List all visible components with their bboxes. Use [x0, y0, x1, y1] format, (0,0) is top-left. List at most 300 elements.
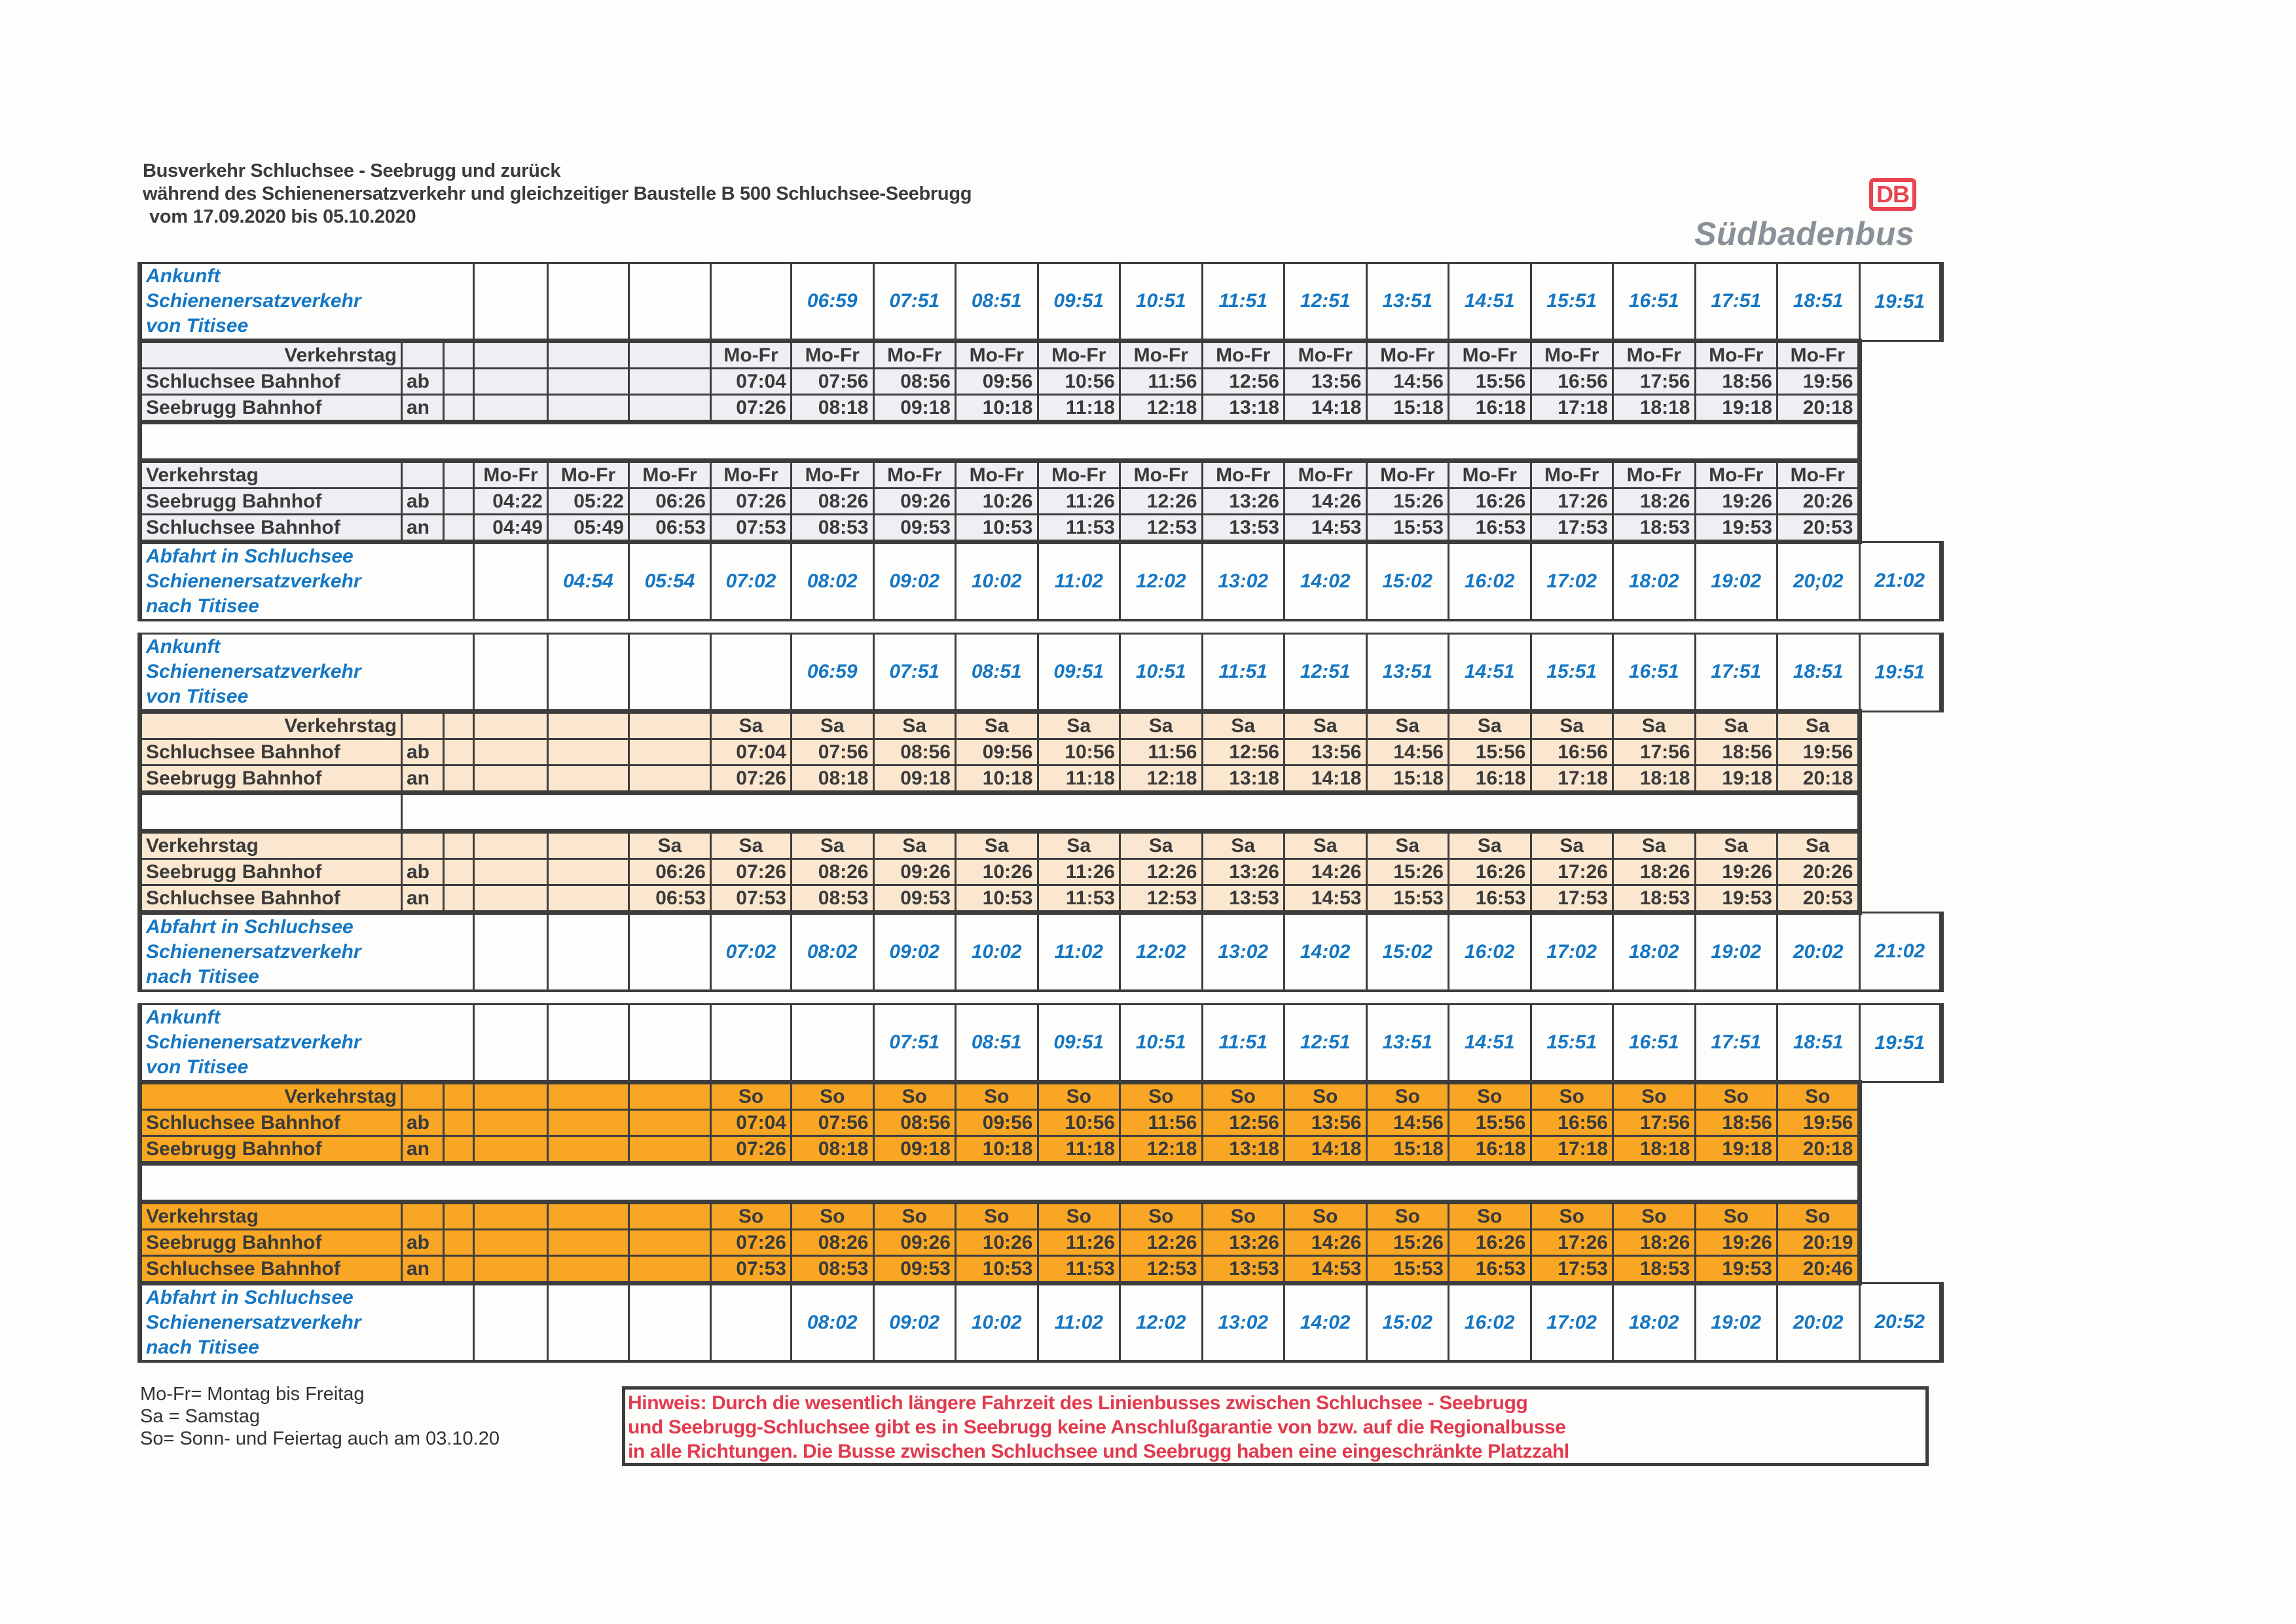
ankunft-label-line: von Titisee: [146, 315, 249, 337]
time-cell: 20:18: [1777, 1136, 1860, 1164]
time-cell: [629, 1230, 711, 1256]
abfahrt-time: 12:02: [1120, 1283, 1203, 1362]
ankunft-time: 08:51: [956, 263, 1038, 341]
station-label: Schluchsee Bahnhof: [140, 885, 402, 913]
time-cell: 13:18: [1202, 395, 1285, 422]
time-cell: 09:18: [873, 1136, 956, 1164]
station-label: Schluchsee Bahnhof: [140, 1110, 402, 1136]
title-line-1: Busverkehr Schluchsee - Seebrugg und zurück: [143, 160, 561, 181]
time-cell: 11:18: [1038, 766, 1120, 793]
verkehrstag-cell: Sa: [873, 832, 956, 859]
verkehrstag-cell: Mo-Fr: [629, 461, 711, 489]
time-cell: 17:56: [1613, 739, 1696, 766]
abfahrt-label: [140, 542, 474, 621]
ankunft-label: [140, 263, 474, 341]
document-header: [143, 160, 972, 229]
abfahrt-time: 12:02: [1120, 542, 1203, 621]
row-ret-seebrugg-ab: [140, 859, 1942, 885]
time-cell: 16:18: [1449, 395, 1531, 422]
time-cell: 19:56: [1777, 369, 1860, 395]
time-cell: 19:53: [1695, 885, 1777, 913]
row-ret-verkehrstag: [140, 461, 1942, 489]
ab-an-label: an: [402, 885, 444, 913]
title-line-3: vom 17.09.2020 bis 05.10.2020: [149, 206, 416, 227]
time-cell: [629, 1110, 711, 1136]
time-cell: 14:26: [1285, 489, 1367, 515]
time-cell: 04:22: [474, 489, 548, 515]
abfahrt-time: 16:02: [1449, 1283, 1531, 1362]
time-cell: 20:26: [1777, 859, 1860, 885]
abfahrt-time: 13:02: [1202, 913, 1285, 991]
time-cell: [474, 766, 548, 793]
verkehrstag-cell: Mo-Fr: [1038, 461, 1120, 489]
verkehrstag-cell: [474, 832, 548, 859]
verkehrstag-cell: Sa: [1777, 712, 1860, 739]
verkehrstag-cell: [444, 1202, 474, 1230]
ankunft-time: [548, 634, 629, 712]
verkehrstag-cell: Sa: [1285, 832, 1367, 859]
gap-cell: [402, 793, 1860, 832]
ankunft-time: 17:51: [1695, 263, 1777, 341]
abfahrt-time: 19:02: [1695, 913, 1777, 991]
gap-cell: [140, 422, 1860, 461]
time-cell: 08:56: [873, 1110, 956, 1136]
time-cell: 18:56: [1695, 369, 1777, 395]
time-cell: 17:56: [1613, 369, 1696, 395]
time-cell: [444, 885, 474, 913]
time-cell: 10:26: [956, 859, 1038, 885]
verkehrstag-cell: Mo-Fr: [1531, 461, 1613, 489]
verkehrstag-cell: [629, 341, 711, 369]
abfahrt-time: 07:02: [711, 913, 792, 991]
verkehrstag-cell: [629, 1082, 711, 1110]
time-cell: 09:26: [873, 1230, 956, 1256]
time-cell: 07:53: [711, 515, 792, 542]
time-cell: [474, 369, 548, 395]
station-label: Seebrugg Bahnhof: [140, 395, 402, 422]
abfahrt-time: [474, 542, 548, 621]
verkehrstag-cell: So: [1613, 1082, 1696, 1110]
db-logo-icon: DB: [1869, 178, 1916, 211]
time-cell: 16:56: [1531, 739, 1613, 766]
abfahrt-time: [711, 1283, 792, 1362]
verkehrstag-cell: Mo-Fr: [711, 461, 792, 489]
ab-an-label: an: [402, 1136, 444, 1164]
verkehrstag-cell: Mo-Fr: [711, 341, 792, 369]
abfahrt-time: 10:02: [956, 913, 1038, 991]
time-cell: 11:26: [1038, 489, 1120, 515]
ankunft-label-line: Schienenersatzverkehr: [146, 290, 361, 312]
row-out-seebrugg-an: [140, 1136, 1942, 1164]
time-cell: 11:53: [1038, 885, 1120, 913]
verkehrstag-cell: [548, 1082, 629, 1110]
abfahrt-time: [629, 913, 711, 991]
time-cell: 11:53: [1038, 515, 1120, 542]
abfahrt-label-line: Abfahrt in Schluchsee: [146, 1287, 354, 1308]
time-cell: 15:26: [1366, 859, 1449, 885]
time-cell: 12:56: [1202, 739, 1285, 766]
verkehrstag-cell: Mo-Fr: [1120, 461, 1203, 489]
verkehrstag-cell: Mo-Fr: [956, 461, 1038, 489]
time-cell: 15:53: [1366, 885, 1449, 913]
ankunft-time: [548, 1005, 629, 1082]
time-cell: 14:56: [1366, 739, 1449, 766]
time-cell: 13:18: [1202, 766, 1285, 793]
verkehrstag-cell: Sa: [1120, 712, 1203, 739]
abfahrt-time: 17:02: [1531, 542, 1613, 621]
row-abfahrt-titisee: [140, 542, 1942, 621]
ankunft-label-line: Schienenersatzverkehr: [146, 661, 361, 682]
row-gap: [140, 793, 1942, 832]
time-cell: [474, 885, 548, 913]
verkehrstag-cell: [444, 341, 474, 369]
time-cell: 10:56: [1038, 739, 1120, 766]
verkehrstag-cell: Sa: [1777, 832, 1860, 859]
time-cell: 11:26: [1038, 859, 1120, 885]
ankunft-label-line: Ankunft: [146, 636, 221, 657]
time-cell: [548, 395, 629, 422]
abfahrt-time: [548, 913, 629, 991]
time-cell: 09:56: [956, 739, 1038, 766]
time-cell: 15:56: [1449, 739, 1531, 766]
ankunft-time: [474, 1005, 548, 1082]
time-cell: 08:26: [792, 489, 874, 515]
abfahrt-label: [140, 1283, 474, 1362]
ab-an-label: ab: [402, 369, 444, 395]
time-cell: 07:04: [711, 1110, 792, 1136]
verkehrstag-cell: So: [711, 1202, 792, 1230]
ankunft-time: 19:51: [1859, 634, 1942, 712]
ankunft-label-line: Ankunft: [146, 265, 221, 287]
ankunft-time: 07:51: [873, 634, 956, 712]
row-ret-verkehrstag: [140, 832, 1942, 859]
ankunft-time: 13:51: [1366, 263, 1449, 341]
ankunft-time: 15:51: [1531, 1005, 1613, 1082]
time-cell: 19:18: [1695, 395, 1777, 422]
time-cell: [629, 1256, 711, 1283]
ankunft-time: 16:51: [1613, 263, 1696, 341]
row-ret-schluchsee-an: [140, 515, 1942, 542]
time-cell: [444, 515, 474, 542]
time-cell: [444, 1136, 474, 1164]
verkehrstag-cell: [548, 712, 629, 739]
time-cell: 17:53: [1531, 1256, 1613, 1283]
verkehrstag-cell: So: [1695, 1202, 1777, 1230]
time-cell: 17:53: [1531, 515, 1613, 542]
time-cell: 13:26: [1202, 489, 1285, 515]
verkehrstag-cell: [444, 1082, 474, 1110]
time-cell: [444, 766, 474, 793]
time-cell: 15:26: [1366, 489, 1449, 515]
time-cell: 07:26: [711, 1136, 792, 1164]
time-cell: 08:53: [792, 885, 874, 913]
abfahrt-time: 20:02: [1777, 1283, 1860, 1362]
abfahrt-time: [474, 1283, 548, 1362]
time-cell: 11:56: [1120, 739, 1203, 766]
time-cell: 11:56: [1120, 1110, 1203, 1136]
verkehrstag-cell: Sa: [629, 832, 711, 859]
verkehrstag-cell: Mo-Fr: [1613, 341, 1696, 369]
abfahrt-time: 12:02: [1120, 913, 1203, 991]
legend-mofr: Mo-Fr= Montag bis Freitag: [140, 1384, 365, 1405]
ankunft-time: 15:51: [1531, 634, 1613, 712]
abfahrt-time: 19:02: [1695, 542, 1777, 621]
ankunft-time: 06:59: [792, 263, 874, 341]
verkehrstag-cell: So: [792, 1202, 874, 1230]
ab-an-label: [402, 832, 444, 859]
time-cell: 09:18: [873, 766, 956, 793]
time-cell: 12:56: [1202, 1110, 1285, 1136]
verkehrstag-cell: Sa: [792, 832, 874, 859]
ab-an-label: an: [402, 1256, 444, 1283]
time-cell: 20:26: [1777, 489, 1860, 515]
verkehrstag-cell: Mo-Fr: [956, 341, 1038, 369]
verkehrstag-cell: [474, 1082, 548, 1110]
time-cell: [548, 369, 629, 395]
verkehrstag-cell: Sa: [956, 712, 1038, 739]
ankunft-time: 09:51: [1038, 263, 1120, 341]
verkehrstag-cell: [474, 712, 548, 739]
ankunft-time: 13:51: [1366, 634, 1449, 712]
verkehrstag-cell: So: [1038, 1202, 1120, 1230]
verkehrstag-cell: So: [873, 1082, 956, 1110]
time-cell: 16:26: [1449, 1230, 1531, 1256]
time-cell: 12:56: [1202, 369, 1285, 395]
ankunft-time: 14:51: [1449, 634, 1531, 712]
station-label: Schluchsee Bahnhof: [140, 739, 402, 766]
ab-an-label: ab: [402, 1230, 444, 1256]
time-cell: 07:26: [711, 859, 792, 885]
time-cell: 08:26: [792, 859, 874, 885]
time-cell: 08:18: [792, 395, 874, 422]
time-cell: 15:56: [1449, 369, 1531, 395]
ankunft-time: 06:59: [792, 634, 874, 712]
ankunft-time: 10:51: [1120, 263, 1203, 341]
station-label: Verkehrstag: [140, 341, 402, 369]
verkehrstag-cell: Sa: [1366, 832, 1449, 859]
time-cell: [474, 1256, 548, 1283]
station-label: Seebrugg Bahnhof: [140, 859, 402, 885]
time-cell: 19:56: [1777, 739, 1860, 766]
time-cell: 07:04: [711, 369, 792, 395]
ankunft-time: [629, 1005, 711, 1082]
time-cell: 20:46: [1777, 1256, 1860, 1283]
time-cell: 18:18: [1613, 766, 1696, 793]
verkehrstag-cell: [548, 832, 629, 859]
time-cell: [474, 859, 548, 885]
time-cell: 11:53: [1038, 1256, 1120, 1283]
time-cell: [548, 1136, 629, 1164]
abfahrt-time: 19:02: [1695, 1283, 1777, 1362]
row-out-schluchsee-ab: [140, 1110, 1942, 1136]
time-cell: 14:18: [1285, 1136, 1367, 1164]
time-cell: 16:53: [1449, 515, 1531, 542]
verkehrstag-cell: Mo-Fr: [792, 461, 874, 489]
abfahrt-time: 09:02: [873, 1283, 956, 1362]
row-ankunft-titisee: [140, 634, 1942, 712]
time-cell: 10:26: [956, 489, 1038, 515]
verkehrstag-cell: Mo-Fr: [873, 341, 956, 369]
time-cell: 18:18: [1613, 395, 1696, 422]
abfahrt-time: [629, 1283, 711, 1362]
abfahrt-time: 08:02: [792, 913, 874, 991]
verkehrstag-cell: Sa: [873, 712, 956, 739]
ab-an-label: ab: [402, 739, 444, 766]
ankunft-time: 13:51: [1366, 1005, 1449, 1082]
time-cell: 10:56: [1038, 1110, 1120, 1136]
ankunft-time: 19:51: [1859, 1005, 1942, 1082]
abfahrt-time: 08:02: [792, 542, 874, 621]
ankunft-time: [711, 263, 792, 341]
time-cell: 17:56: [1613, 1110, 1696, 1136]
time-cell: 07:26: [711, 1230, 792, 1256]
time-cell: [444, 369, 474, 395]
time-cell: 09:53: [873, 515, 956, 542]
time-cell: 18:26: [1613, 489, 1696, 515]
time-cell: 19:56: [1777, 1110, 1860, 1136]
time-cell: 10:53: [956, 515, 1038, 542]
time-cell: [629, 739, 711, 766]
time-cell: 13:53: [1202, 515, 1285, 542]
verkehrstag-cell: Mo-Fr: [1777, 461, 1860, 489]
verkehrstag-cell: Mo-Fr: [1777, 341, 1860, 369]
abfahrt-label-line: nach Titisee: [146, 595, 259, 617]
ab-an-label: ab: [402, 489, 444, 515]
time-cell: 15:18: [1366, 766, 1449, 793]
time-cell: [474, 1110, 548, 1136]
time-cell: 16:56: [1531, 1110, 1613, 1136]
verkehrstag-cell: Mo-Fr: [1613, 461, 1696, 489]
verkehrstag-cell: So: [711, 1082, 792, 1110]
time-cell: 20:18: [1777, 766, 1860, 793]
time-cell: [444, 1230, 474, 1256]
time-cell: 06:26: [629, 859, 711, 885]
time-cell: 13:56: [1285, 1110, 1367, 1136]
ankunft-label-line: von Titisee: [146, 1056, 249, 1078]
abfahrt-time: 05:54: [629, 542, 711, 621]
abfahrt-time: 18:02: [1613, 913, 1696, 991]
time-cell: 14:56: [1366, 1110, 1449, 1136]
time-cell: 07:56: [792, 369, 874, 395]
ankunft-time: 08:51: [956, 634, 1038, 712]
time-cell: 07:56: [792, 1110, 874, 1136]
legend-so: So= Sonn- und Feiertag auch am 03.10.20: [140, 1428, 500, 1449]
ankunft-time: [474, 634, 548, 712]
time-cell: 14:18: [1285, 766, 1367, 793]
time-cell: 08:53: [792, 515, 874, 542]
verkehrstag-cell: Sa: [711, 712, 792, 739]
legend-sa: Sa = Samstag: [140, 1406, 260, 1427]
row-out-seebrugg-an: [140, 766, 1942, 793]
ankunft-label-line: Ankunft: [146, 1006, 221, 1028]
time-cell: 09:53: [873, 885, 956, 913]
ankunft-time: 10:51: [1120, 634, 1203, 712]
brand-name: Südbadenbus: [1694, 215, 1915, 252]
notice-box: [622, 1386, 1929, 1466]
abfahrt-time: 16:02: [1449, 542, 1531, 621]
abfahrt-time: 17:02: [1531, 1283, 1613, 1362]
time-cell: 05:22: [548, 489, 629, 515]
abfahrt-time: 09:02: [873, 913, 956, 991]
time-cell: [474, 395, 548, 422]
time-cell: 17:18: [1531, 766, 1613, 793]
row-out-seebrugg-an: [140, 395, 1942, 422]
verkehrstag-cell: So: [1449, 1202, 1531, 1230]
ankunft-time: 12:51: [1285, 634, 1367, 712]
ankunft-time: 09:51: [1038, 634, 1120, 712]
verkehrstag-cell: Mo-Fr: [548, 461, 629, 489]
station-label: Verkehrstag: [140, 1082, 402, 1110]
verkehrstag-cell: Mo-Fr: [1120, 341, 1203, 369]
time-cell: [548, 1110, 629, 1136]
time-cell: 19:26: [1695, 1230, 1777, 1256]
time-cell: 18:26: [1613, 859, 1696, 885]
abfahrt-time: [474, 913, 548, 991]
time-cell: 09:18: [873, 395, 956, 422]
time-cell: 10:26: [956, 1230, 1038, 1256]
verkehrstag-cell: So: [1366, 1082, 1449, 1110]
row-out-verkehrstag: [140, 712, 1942, 739]
verkehrstag-cell: Sa: [1120, 832, 1203, 859]
verkehrstag-cell: Sa: [792, 712, 874, 739]
abfahrt-time: 04:54: [548, 542, 629, 621]
time-cell: 07:26: [711, 395, 792, 422]
verkehrstag-cell: Mo-Fr: [1202, 341, 1285, 369]
time-cell: 09:53: [873, 1256, 956, 1283]
time-cell: 16:18: [1449, 1136, 1531, 1164]
abfahrt-time: 21:02: [1859, 913, 1942, 991]
row-out-schluchsee-ab: [140, 369, 1942, 395]
station-label: Verkehrstag: [140, 1202, 402, 1230]
abfahrt-time: 11:02: [1038, 1283, 1120, 1362]
ankunft-time: 11:51: [1202, 263, 1285, 341]
time-cell: 15:18: [1366, 395, 1449, 422]
time-cell: 12:26: [1120, 489, 1203, 515]
abfahrt-time: 14:02: [1285, 913, 1367, 991]
verkehrstag-cell: Mo-Fr: [1695, 341, 1777, 369]
time-cell: 18:53: [1613, 515, 1696, 542]
time-cell: 18:26: [1613, 1230, 1696, 1256]
row-out-verkehrstag: [140, 341, 1942, 369]
time-cell: 19:18: [1695, 1136, 1777, 1164]
ab-an-label: an: [402, 515, 444, 542]
row-abfahrt-titisee: [140, 913, 1942, 991]
row-ankunft-titisee: [140, 263, 1942, 341]
time-cell: 09:26: [873, 859, 956, 885]
time-cell: 08:26: [792, 1230, 874, 1256]
station-label: Verkehrstag: [140, 712, 402, 739]
ankunft-time: 10:51: [1120, 1005, 1203, 1082]
time-cell: 14:53: [1285, 515, 1367, 542]
verkehrstag-cell: Mo-Fr: [792, 341, 874, 369]
time-cell: 19:53: [1695, 515, 1777, 542]
abfahrt-time: 13:02: [1202, 1283, 1285, 1362]
verkehrstag-cell: Sa: [1285, 712, 1367, 739]
time-cell: 17:18: [1531, 395, 1613, 422]
row-gap: [140, 422, 1942, 461]
abfahrt-time: [548, 1283, 629, 1362]
notice-line-3: in alle Richtungen. Die Busse zwischen Schluchsee und Seebrugg haben eine eingeschränkte Platzzahl: [628, 1441, 1569, 1462]
abfahrt-label-line: Schienenersatzverkehr: [146, 570, 361, 592]
time-cell: 10:18: [956, 395, 1038, 422]
ankunft-label: [140, 1005, 474, 1082]
verkehrstag-cell: So: [792, 1082, 874, 1110]
abfahrt-time: 13:02: [1202, 542, 1285, 621]
gap-cell: [140, 793, 402, 832]
abfahrt-time: 11:02: [1038, 913, 1120, 991]
time-cell: 15:56: [1449, 1110, 1531, 1136]
time-cell: 06:53: [629, 885, 711, 913]
